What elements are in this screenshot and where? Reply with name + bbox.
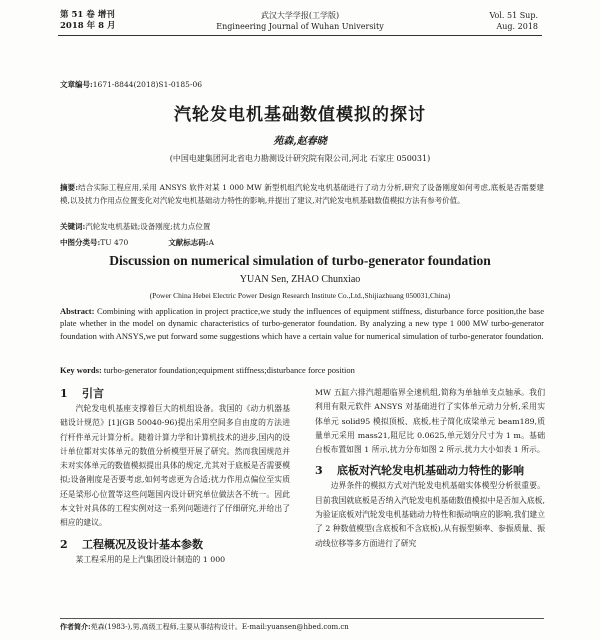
section-2-title: 工程概况及设计基本参数 bbox=[82, 537, 203, 551]
body-column-left bbox=[60, 386, 290, 567]
section-2-heading bbox=[60, 537, 290, 553]
abstract-cn-text: 结合实际工程应用,采用 ANSYS 软件对某 1 000 MW 新型机组汽轮发电机基础进行了动力分析,研究了设备刚度如何考虑,底板是否需要建模,以及扰力作用点位置变化对汽轮发电机基础动力特性的影响,并提出了建议,对汽轮发电机基础数值模拟方法有参考价值。 bbox=[60, 183, 544, 205]
header-issue-en bbox=[489, 10, 538, 32]
header-date-cn: 2018 年 8 月 bbox=[60, 21, 116, 31]
keywords-cn-label: 关键词: bbox=[60, 222, 86, 231]
keywords-en-text: turbo-generator foundation;equipment stiffness;disturbance force position bbox=[103, 365, 355, 375]
abstract-en-text: Combining with application in project practice,we study the influences of equipment stiffness, disturbance force position,the base plate whether in the model on dynamic characteristics of turbo-generator foundation. By analyzing a new type 1 000 MW turbo-generator foundation with ANSYS,we put forward some suggestions which have a certain value for numerical simulation of turbo-generator foundation. bbox=[60, 306, 544, 341]
clc-label: 中图分类号: bbox=[60, 238, 101, 247]
affiliation-cn: (中国电建集团河北省电力勘测设计研究院有限公司,河北 石家庄 050031) bbox=[169, 154, 431, 163]
header-date-en: Aug. 2018 bbox=[496, 22, 538, 31]
section-1-number: 1 bbox=[60, 387, 68, 400]
section-1-title: 引言 bbox=[82, 387, 104, 400]
header-vol-en: Vol. 51 Sup. bbox=[489, 11, 538, 20]
keywords-cn bbox=[60, 221, 210, 232]
authors-cn: 苑森,赵春晓 bbox=[273, 136, 327, 147]
keywords-en bbox=[60, 365, 355, 375]
header-journal-en: Engineering Journal of Wuhan University bbox=[216, 22, 384, 31]
abstract-cn-label: 摘要: bbox=[60, 183, 79, 192]
footnote-divider bbox=[60, 618, 544, 619]
paper-title-cn: 汽轮发电机基础数值模拟的探讨 bbox=[174, 105, 426, 125]
article-number-label: 文章编号: bbox=[60, 80, 93, 89]
section-2-paragraph: MW 五缸六排汽超超临界全速机组,简称为单轴单支点轴承。我们利用有限元软件 ANSYS 对基础进行了实体单元动力分析,采用实体单元 solid95 模拟顶板、底板,柱子简化成梁单元 beam189,质量单元采用 mass21,阻尼比 0.0625,单元划分尺寸为 1 m。基础台板布置如图 1 所示,扰力分布如图 2 所示,扰力大小如表 1 所示。 bbox=[315, 388, 545, 455]
section-2-number: 2 bbox=[60, 537, 68, 551]
body-column-right bbox=[315, 386, 545, 551]
section-1-heading bbox=[60, 386, 290, 402]
authors-en: YUAN Sen, ZHAO Chunxiao bbox=[239, 274, 361, 285]
section-3-paragraph: 边界条件的模拟方式对汽轮发电机基础实体模型分析很重要。目前我国就底板是否纳入汽轮发电机基础数值模拟中是否加入底板,为验证底板对汽轮发电机基础动力特性和振动响应的影响,我们建立了 2 种数值模型(含底板和不含底板),从有振型频率、参振质量、振动线位移等多方面进行了研究 bbox=[315, 481, 545, 548]
author-footnote bbox=[60, 622, 349, 632]
doc-code-label: 文献标志码: bbox=[168, 238, 209, 247]
classification-line bbox=[60, 237, 214, 248]
doc-code-value: A bbox=[208, 238, 215, 247]
section-2-paragraph-start: 某工程采用的是上汽集团设计制造的 1 000 bbox=[75, 554, 226, 564]
section-3-heading bbox=[315, 463, 545, 479]
paper-title-en: Discussion on numerical simulation of turbo-generator foundation bbox=[109, 253, 491, 268]
abstract-cn bbox=[60, 182, 544, 207]
abstract-en-label: Abstract: bbox=[60, 306, 95, 316]
footnote-text: 苑森(1983-),男,高级工程师,主要从事结构设计。E-mail:yuansen@hbed.com.cn bbox=[90, 623, 349, 631]
affiliation-en: (Power China Hebei Electric Power Design Research Institute Co.,Ltd.,Shijiazhuang 050031,China) bbox=[149, 291, 451, 300]
clc-value: TU 470 bbox=[100, 238, 129, 247]
section-3-title: 底板对汽轮发电机基础动力特性的影响 bbox=[337, 464, 524, 478]
footnote-label: 作者简介: bbox=[60, 622, 91, 631]
section-3-number: 3 bbox=[315, 464, 323, 478]
header-divider bbox=[58, 35, 542, 36]
abstract-en bbox=[60, 305, 544, 342]
article-number bbox=[60, 79, 202, 90]
keywords-cn-text: 汽轮发电机基础;设备刚度;扰力点位置 bbox=[85, 222, 211, 231]
article-number-value: 1671-8844(2018)S1-0185-06 bbox=[92, 80, 203, 89]
keywords-en-label: Key words: bbox=[60, 365, 102, 375]
header-volume-issue: 第 51 卷 增刊 bbox=[60, 10, 115, 20]
section-1-paragraph: 汽轮发电机基座支撑着巨大的机组设备。我国的《动力机器基础设计规范》[1](GB 50040-96)提出采用空间多自由度的方法进行杆件单元计算分析。随着计算力学和计算机技术的进步,国内的设计单位都对实体单元的数值分析模型开展了研究。然而我国规范并未对实体单元的数值模拟提出具体的规定,尤其对于底板是否需要模拟;设备刚度是否要考虑,如何考虑更为合适;扰力作用点偏位至实质还是梁形心位置等这些问题国内设计研究单位做法各不统一。因此本文针对具体的工程实例对这一系列问题进行了仔细研究,并给出了相应的建议。 bbox=[60, 404, 290, 528]
header-journal-cn: 武汉大学学报(工学版) bbox=[260, 11, 340, 20]
